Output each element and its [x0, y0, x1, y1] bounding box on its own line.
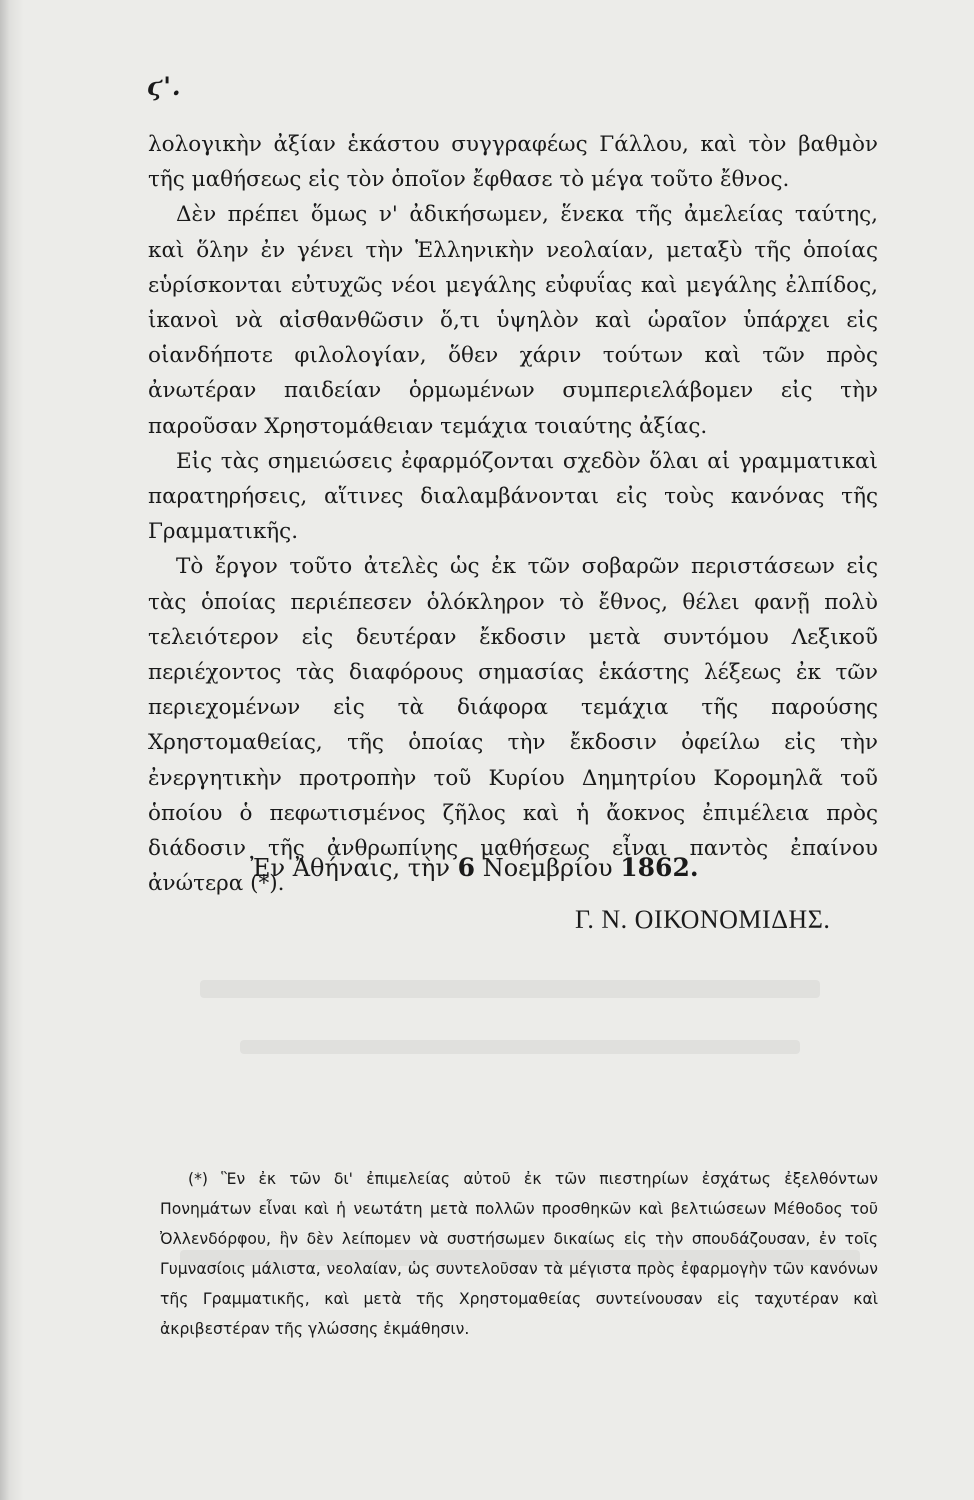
- date-year: 1862.: [620, 853, 699, 882]
- paragraph: Εἰς τὰς σημειώσεις ἐφαρμόζονται σχεδὸν ὅλαι αἱ γραμματικαὶ παρατηρήσεις, αἵτινες διαλαμβάνονται εἰς τοὺς κανόνας τῆς Γραμματικῆς.: [148, 448, 878, 545]
- main-text-block: [148, 127, 878, 901]
- date-line: [250, 850, 699, 886]
- bleed-through-shadow: [240, 1040, 800, 1054]
- paragraph: Τὸ ἔργον τοῦτο ἀτελὲς ὡς ἐκ τῶν σοβαρῶν περιστάσεων εἰς τὰς ὁποίας περιέπεσεν ὁλόκληρον τὸ ἔθνος, θέλει φανῇ πολὺ τελειότερον εἰς δευτέραν ἔκδοσιν μετὰ συντόμου Λεξικοῦ περιέχοντος τὰς διαφόρους σημασίας ἑκάστης λέξεως ἐκ τῶν περιεχομένων εἰς τὰ διάφορα τεμάχια τῆς παρούσης Χρηστομαθείας, τῆς ὁποίας τὴν ἔκδοσιν ὀφείλω εἰς τὴν ἐνεργητικὴν προτροπὴν τοῦ Κυρίου Δημητρίου Κορομηλᾶ τοῦ ὁποίου ὁ πεφωτισμένος ζῆλος καὶ ἡ ἄοκνος ἐπιμέλεια πρὸς διάδοσιν τῆς ἀνθρωπίνης μαθήσεως εἶναι παντὸς ἐπαίνου ἀνώτερα (*).: [148, 554, 878, 897]
- page-number: ϛ'.: [147, 72, 182, 101]
- date-month: Νοεμβρίου: [482, 854, 613, 882]
- footnote-block: [160, 1164, 878, 1344]
- date-day: 6: [457, 853, 476, 882]
- paragraph: Δὲν πρέπει ὅμως ν' ἀδικήσωμεν, ἕνεκα τῆς ἀμελείας ταύτης, καὶ ὅλην ἐν γένει τὴν Ἑλληνικὴν νεολαίαν, μεταξὺ τῆς ὁποίας εὑρίσκονται εὐτυχῶς νέοι μεγάλης εὐφυΐας καὶ μεγάλης ἐλπίδος, ἱκανοὶ νὰ αἰσθανθῶσιν ὅ,τι ὑψηλὸν καὶ ὡραῖον ὑπάρχει εἰς οἱανδήποτε φιλολογίαν, ὅθεν χάριν τούτων καὶ τῶν πρὸς ἀνωτέραν παιδείαν ὁρμωμένων συμπεριελάβομεν εἰς τὴν παροῦσαν Χρηστομάθειαν τεμάχια τοιαύτης ἀξίας.: [148, 202, 878, 439]
- paragraph-continuation: λολογικὴν ἀξίαν ἑκάστου συγγραφέως Γάλλου, καὶ τὸν βαθμὸν τῆς μαθήσεως εἰς τὸν ὁποῖον ἔφθασε τὸ μέγα τοῦτο ἔθνος.: [148, 132, 878, 193]
- author-signature: Γ. Ν. ΟΙΚΟΝΟΜΙΔΗΣ.: [575, 905, 831, 934]
- bleed-through-shadow: [200, 980, 820, 998]
- footnote-text: (*) Ἓν ἐκ τῶν δι' ἐπιμελείας αὐτοῦ ἐκ τῶν πιεστηρίων ἐσχάτως ἐξελθόντων Πονημάτων εἶναι καὶ ἡ νεωτάτη μετὰ πολλῶν προσθηκῶν καὶ βελτιώσεων Μέθοδος τοῦ Ὀλλενδόρφου, ἣν δὲν λείπομεν νὰ συστήσωμεν δικαίως εἰς τὴν σπουδάζουσαν, ἐν τοῖς Γυμνασίοις μάλιστα, νεολαίαν, ὡς συντελοῦσαν τὰ μέγιστα πρὸς ἐφαρμογὴν τῶν κανόνων τῆς Γραμματικῆς, καὶ μετὰ τῆς Χρηστομαθείας συντείνουσαν εἰς ταχυτέραν καὶ ἀκριβεστέραν τῆς γλώσσης ἐκμάθησιν.: [160, 1170, 878, 1338]
- date-prefix: Ἐν Ἀθήναις, τὴν: [250, 854, 451, 882]
